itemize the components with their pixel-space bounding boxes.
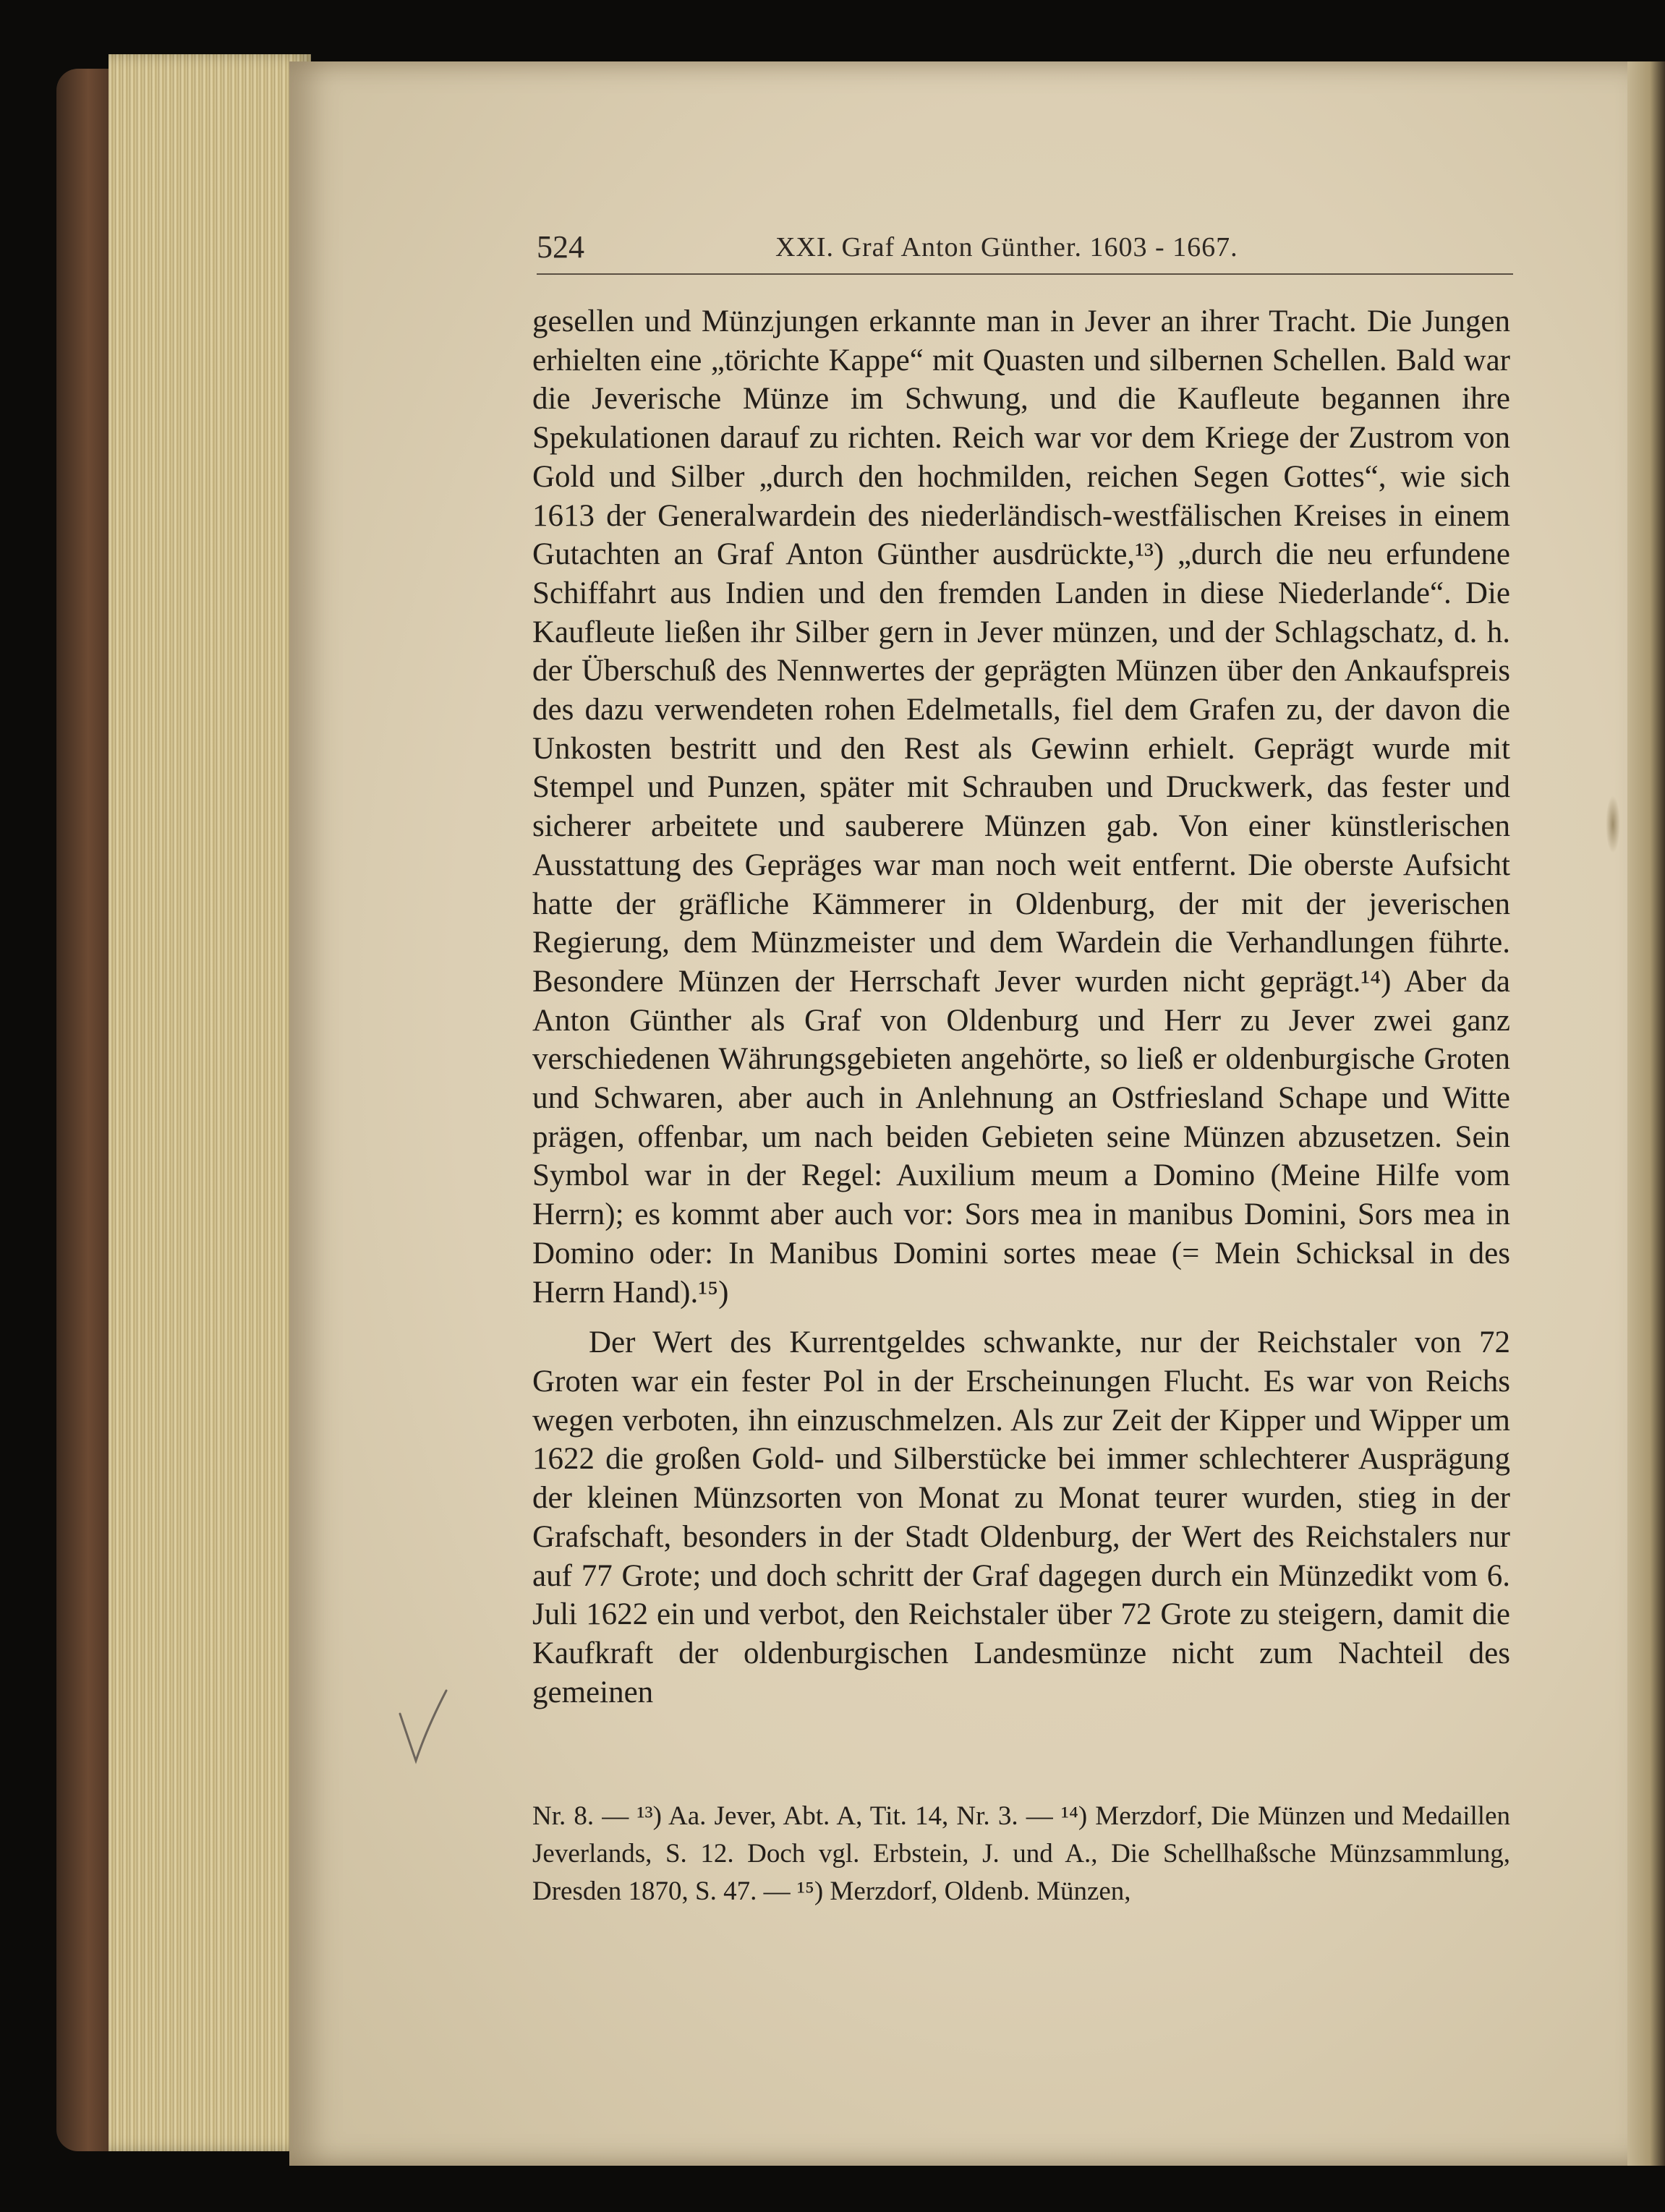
paragraph: gesellen und Münzjungen erkannte man in Jever an ihrer Tracht. Die Jungen erhielten eine „törichte Kappe“ mit Quasten und silbernen Schellen. Bald war die Jeverische Münze im Schwung, und die Kaufleute begannen ihre Spekulationen darauf zu richten. Reich war vor dem Kriege der Zustrom von Gold und Silber „durch den hochmilden, reichen Segen Gottes“, wie sich 1613 der Generalwardein des niederländisch-westfälischen Kreises in einem Gutachten an Graf Anton Günther ausdrückte,¹³) „durch die neu erfundene Schiffahrt aus Indien und den fremden Landen in diese Niederlande“. Die Kaufleute ließen ihr Silber gern in Jever münzen, und der Schlagschatz, d. h. der Überschuß des Nennwertes der geprägten Münzen über den Ankaufspreis des dazu verwendeten rohen Edelmetalls, fiel dem Grafen zu, der davon die Unkosten bestritt und den Rest als Gewinn erhielt. Geprägt wurde mit Stempel und Punzen, später mit Schrauben und Druckwerk, das fester und sicherer arbeitete und sauberere Münzen gab. Von einer künstlerischen Ausstattung des Gepräges war man noch weit entfernt. Die oberste Aufsicht hatte der gräfliche Kämmerer in Oldenburg, der mit der jeverischen Regierung, dem Münzmeister und dem Wardein die Verhandlungen führte. Besondere Münzen der Herrschaft Jever wurden nicht geprägt.¹⁴) Aber da Anton Günther als Graf von Oldenburg und Herr zu Jever zwei ganz verschiedenen Währungsgebieten angehörte, so ließ er oldenburgische Groten und Schwaren, aber auch in Anlehnung an Ostfriesland Schape und Witte prägen, offenbar, um nach beiden Gebieten seine Münzen abzusetzen. Sein Symbol war in der Regel: Auxilium meum a Domino (Meine Hilfe vom Herrn); es kommt aber auch vor: Sors mea in manibus Domini, Sors mea in Domino oder: In Manibus Domini sortes meae (= Mein Schicksal in des Herrn Hand).¹⁵) <box>532 304 1510 1310</box>
header-rule <box>537 273 1513 275</box>
page-number: 524 <box>537 229 584 265</box>
paragraph: Der Wert des Kurrentgeldes schwankte, nur der Reichstaler von 72 Groten war ein fester Pol in der Erscheinungen Flucht. Es war von Reichs wegen verboten, ihn einzuschmelzen. Als zur Zeit der Kipper und Wipper um 1622 die großen Gold- und Silberstücke bei immer schlechterer Ausprägung der kleinen Münzsorten von Monat zu Monat teurer wurden, stieg in der Grafschaft, besonders in der Stadt Oldenburg, der Wert des Reichstalers nur auf 77 Grote; und doch schritt der Graf dagegen durch ein Münzedikt vom 6. Juli 1622 ein und verbot, den Reichstaler über 72 Grote zu steigern, damit die Kaufkraft der oldenburgischen Landesmünze nicht zum Nachteil des gemeinen <box>532 1325 1510 1709</box>
facing-page-edge <box>1627 61 1665 2166</box>
footnote-text: Nr. 8. — ¹³) Aa. Jever, Abt. A, Tit. 14, Nr. 3. — ¹⁴) Merzdorf, Die Münzen und Medaillen Jeverlands, S. 12. Doch vgl. Erbstein, J. und A., Die Schellhaßsche Münzsammlung, Dresden 1870, S. 47. — ¹⁵) Merzdorf, Oldenb. Münzen, <box>532 1801 1510 1906</box>
pencil-checkmark <box>394 1685 452 1772</box>
page-edges <box>108 54 311 2151</box>
paper-stain <box>1606 795 1620 853</box>
running-title: XXI. Graf Anton Günther. 1603 - 1667. <box>775 232 1238 262</box>
running-header <box>537 229 1513 272</box>
footnotes <box>532 1798 1510 1910</box>
main-text <box>532 302 1510 1712</box>
